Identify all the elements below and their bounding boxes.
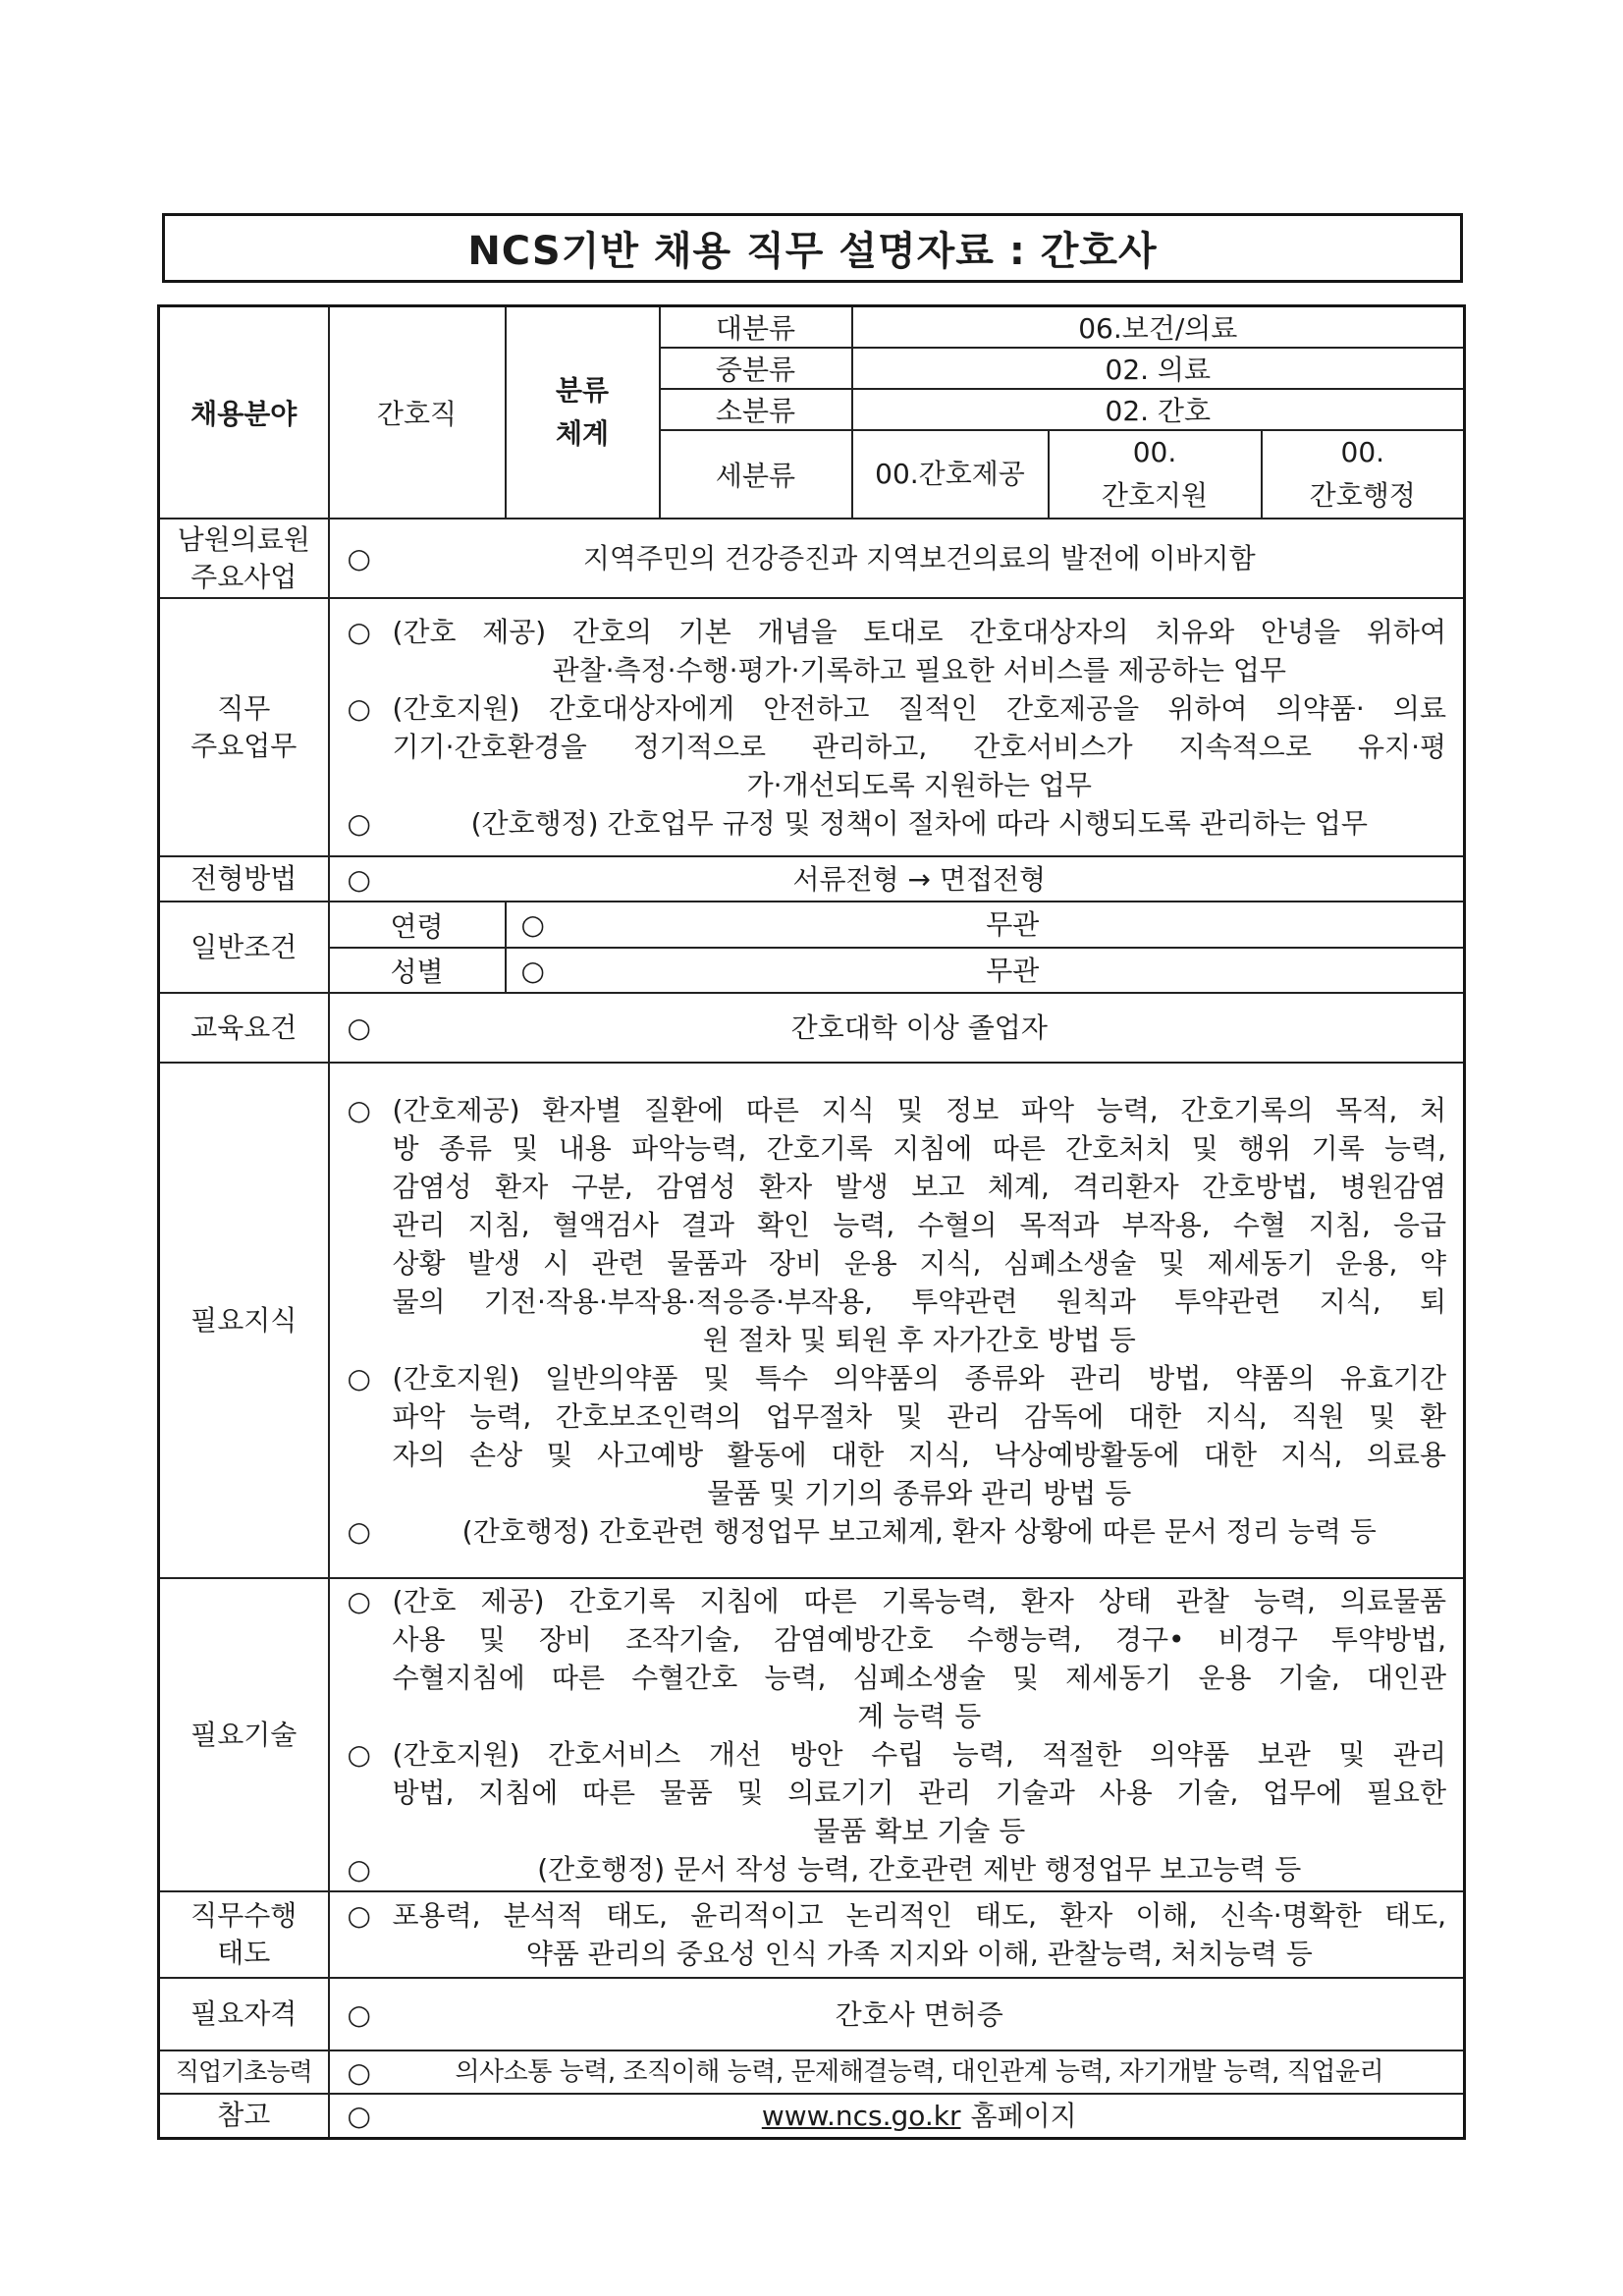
list-item xyxy=(330,689,1447,804)
text-line: 기기·간호환경을 정기적으로 관리하고, 간호서비스가 지속적으로 유지·평 xyxy=(392,730,1447,763)
business-row xyxy=(159,519,1465,598)
text-line: (간호행정) 문서 작성 능력, 간호관련 제반 행정업무 보고능력 등 xyxy=(537,1852,1302,1886)
item-list xyxy=(330,2097,1464,2135)
bullet-symbol: ○ xyxy=(520,954,545,987)
text-line: 물품 및 기기의 종류와 관리 방법 등 xyxy=(707,1476,1132,1509)
condition-value xyxy=(506,948,1465,993)
list-item xyxy=(330,1359,1447,1512)
label-line: 필요기술 xyxy=(190,1718,298,1751)
recruitment-field-label: 채용분야 xyxy=(159,306,329,519)
list-item xyxy=(330,1091,1447,1359)
bullet-symbol: ○ xyxy=(347,542,371,574)
knowledge-label xyxy=(159,1063,329,1578)
text-line: 계 능력 등 xyxy=(857,1699,982,1732)
education-row xyxy=(159,993,1465,1063)
bullet-symbol: ○ xyxy=(347,806,371,840)
reference-suffix: 홈페이지 xyxy=(970,2099,1077,2132)
label-line: 일반조건 xyxy=(190,930,298,963)
middle-category-value: 02. 의료 xyxy=(852,348,1465,389)
screening-content xyxy=(329,856,1465,902)
text-line: 무관 xyxy=(986,954,1040,987)
text-line: 물의 기전·작용·부작용·적응증·부작용, 투약관련 원칙과 투약관련 지식, 퇴 xyxy=(392,1285,1447,1318)
bullet-symbol: ○ xyxy=(347,2099,371,2132)
middle-category-label: 중분류 xyxy=(660,348,852,389)
bullet-symbol: ○ xyxy=(347,615,371,648)
text-line: 상황 발생 시 관련 물품과 장비 운용 지식, 심폐소생술 및 제세동기 운용, 약 xyxy=(392,1246,1447,1280)
condition-value xyxy=(506,902,1465,948)
list-item xyxy=(330,1009,1447,1047)
label-line: 참고 xyxy=(217,2099,271,2132)
list-item xyxy=(330,1896,1447,1973)
label-line: 직무 xyxy=(217,691,271,725)
detail-category-line: 00.간호제공 xyxy=(875,458,1025,490)
text-line: (간호행정) 간호관련 행정업무 보고체계, 환자 상황에 따른 문서 정리 능력 등 xyxy=(461,1514,1377,1548)
condition-label: 연령 xyxy=(329,902,506,948)
qualification-row xyxy=(159,1978,1465,2050)
list-item xyxy=(507,952,1464,990)
item-list xyxy=(330,2053,1464,2092)
text-line: 무관 xyxy=(986,908,1040,941)
detail-category-line: 00. xyxy=(1340,436,1385,468)
bullet-symbol: ○ xyxy=(520,908,545,941)
knowledge-row xyxy=(159,1063,1465,1578)
bullet-symbol: ○ xyxy=(347,1997,371,2031)
text-line xyxy=(393,2097,1447,2135)
detail-category-line: 00. xyxy=(1132,436,1177,468)
text-line: 사용 및 장비 조작기술, 감염예방간호 수행능력, 경구• 비경구 투약방법, xyxy=(392,1622,1447,1656)
list-item xyxy=(330,1995,1447,2034)
detail-category-nursing-care xyxy=(852,430,1049,519)
skills-label xyxy=(159,1578,329,1891)
education-label xyxy=(159,993,329,1063)
basic-competency-row xyxy=(159,2050,1465,2094)
bullet-symbol: ○ xyxy=(347,1737,371,1771)
qualification-label xyxy=(159,1978,329,2050)
text-line: 간호대학 이상 졸업자 xyxy=(790,1011,1048,1044)
list-item xyxy=(330,2097,1447,2135)
list-item xyxy=(330,1512,1447,1551)
list-item xyxy=(330,539,1447,577)
list-item xyxy=(330,804,1447,843)
list-item xyxy=(330,613,1447,689)
skills-row xyxy=(159,1578,1465,1891)
bullet-symbol: ○ xyxy=(347,1011,371,1044)
text-line: 가·개선되도록 지원하는 업무 xyxy=(746,768,1092,801)
condition-label: 성별 xyxy=(329,948,506,993)
text-line: 간호사 면허증 xyxy=(835,1997,1003,2031)
bullet-symbol: ○ xyxy=(347,1093,371,1126)
attitude-row xyxy=(159,1891,1465,1978)
reference-label xyxy=(159,2094,329,2138)
bullet-symbol: ○ xyxy=(347,1514,371,1548)
label-line: 태도 xyxy=(217,1937,271,1969)
major-category-value: 06.보건/의료 xyxy=(852,306,1465,349)
text-line: 방법, 지침에 따른 물품 및 의료기기 관리 기술과 사용 기술, 업무에 필요한 xyxy=(392,1776,1447,1809)
duties-content xyxy=(329,598,1465,856)
text-line: (간호제공) 환자별 질환에 따른 지식 및 정보 파악 능력, 간호기록의 목적, 처 xyxy=(392,1093,1447,1126)
detail-category-nursing-admin xyxy=(1262,430,1465,519)
item-list xyxy=(330,1896,1464,1973)
text-line: 자의 손상 및 사고예방 활동에 대한 지식, 낙상예방활동에 대한 지식, 의료용 xyxy=(392,1438,1447,1471)
text-line: 포용력, 분석적 태도, 윤리적이고 논리적인 태도, 환자 이해, 신속·명확한 태도, xyxy=(392,1899,1447,1932)
text-line: 원 절차 및 퇴원 후 자가간호 방법 등 xyxy=(702,1323,1136,1356)
label-line: 직업기초능력 xyxy=(175,2057,312,2086)
bullet-symbol: ○ xyxy=(347,1361,371,1394)
label-line: 전형방법 xyxy=(190,862,298,895)
detail-category-line: 간호행정 xyxy=(1309,479,1416,512)
label-line: 필요지식 xyxy=(190,1303,298,1337)
text-line: 물품 확보 기술 등 xyxy=(813,1814,1026,1847)
minor-category-value: 02. 간호 xyxy=(852,389,1465,430)
text-line: (간호지원) 간호대상자에게 안전하고 질적인 간호제공을 위하여 의약품· 의료 xyxy=(392,691,1447,725)
screening-label xyxy=(159,856,329,902)
text-line: (간호행정) 간호업무 규정 및 정책이 절차에 따라 시행되도록 관리하는 업무 xyxy=(470,806,1368,840)
attitude-label xyxy=(159,1891,329,1978)
item-list xyxy=(330,1582,1464,1888)
detail-category-label: 세분류 xyxy=(660,430,852,519)
reference-row xyxy=(159,2094,1465,2138)
list-item xyxy=(330,1582,1447,1735)
label-line: 직무수행 xyxy=(190,1899,298,1932)
skills-content xyxy=(329,1578,1465,1891)
list-item xyxy=(507,905,1464,944)
qualification-content xyxy=(329,1978,1465,2050)
item-list xyxy=(330,1091,1464,1551)
bullet-symbol: ○ xyxy=(347,691,371,725)
classification-system-label xyxy=(506,306,660,519)
attitude-content xyxy=(329,1891,1465,1978)
detail-category-nursing-support xyxy=(1049,430,1262,519)
label-line: 주요사업 xyxy=(190,560,298,593)
general-conditions-label xyxy=(159,902,329,993)
document-title xyxy=(162,213,1463,283)
bullet-symbol: ○ xyxy=(347,1852,371,1886)
business-label xyxy=(159,519,329,598)
classification-system-label-line: 분류 xyxy=(555,374,610,407)
job-description-table xyxy=(157,304,1466,2140)
text-line: 감염성 환자 구분, 감염성 환자 발생 보고 체계, 격리환자 간호방법, 병원감염 xyxy=(392,1170,1447,1203)
item-list xyxy=(330,539,1464,577)
list-item xyxy=(330,860,1447,899)
duties-label xyxy=(159,598,329,856)
text-line: (간호지원) 일반의약품 및 특수 의약품의 종류와 관리 방법, 약품의 유효기간 xyxy=(392,1361,1447,1394)
text-line: 지역주민의 건강증진과 지역보건의료의 발전에 이바지함 xyxy=(582,542,1256,574)
text-line: (간호 제공) 간호기록 지침에 따른 기록능력, 환자 상태 관찰 능력, 의료물품 xyxy=(392,1584,1447,1617)
text-line: 관리 지침, 혈액검사 결과 확인 능력, 수혈의 목적과 부작용, 수혈 지침, 응급 xyxy=(392,1208,1447,1241)
text-line: (간호 제공) 간호의 기본 개념을 토대로 간호대상자의 치유와 안녕을 위하여 xyxy=(392,615,1447,648)
education-content xyxy=(329,993,1465,1063)
document-title-text: NCS기반 채용 직무 설명자료 : 간호사 xyxy=(467,229,1158,274)
item-list xyxy=(330,1009,1464,1047)
list-item xyxy=(330,2053,1447,2092)
label-line: 필요자격 xyxy=(190,1997,298,2030)
label-line: 남원의료원 xyxy=(177,522,310,556)
reference-link: www.ncs.go.kr xyxy=(761,2099,961,2132)
screening-row xyxy=(159,856,1465,902)
major-category-label: 대분류 xyxy=(660,306,852,349)
label-line: 주요업무 xyxy=(190,729,298,762)
duties-row xyxy=(159,598,1465,856)
item-list xyxy=(330,860,1464,899)
basic-competency-content xyxy=(329,2050,1465,2094)
bullet-symbol: ○ xyxy=(347,1584,371,1617)
text-line: (간호지원) 간호서비스 개선 방안 수립 능력, 적절한 의약품 보관 및 관리 xyxy=(392,1737,1447,1771)
business-content xyxy=(329,519,1465,598)
general-conditions-row xyxy=(159,948,1465,993)
minor-category-label: 소분류 xyxy=(660,389,852,430)
text-line: 약품 관리의 중요성 인식 가족 지지와 이해, 관찰능력, 처치능력 등 xyxy=(525,1938,1313,1970)
list-item xyxy=(330,1850,1447,1888)
bullet-symbol: ○ xyxy=(347,862,371,896)
knowledge-content xyxy=(329,1063,1465,1578)
bullet-symbol: ○ xyxy=(347,2055,371,2089)
detail-category-line: 간호지원 xyxy=(1101,479,1209,512)
recruitment-field-value: 간호직 xyxy=(329,306,506,519)
text-line: 서류전형 → 면접전형 xyxy=(792,862,1047,896)
list-item xyxy=(330,1735,1447,1850)
general-conditions-row xyxy=(159,902,1465,948)
text-line: 파악 능력, 간호보조인력의 업무절차 및 관리 감독에 대한 지식, 직원 및 환 xyxy=(392,1399,1447,1433)
text-line: 관찰·측정·수행·평가·기록하고 필요한 서비스를 제공하는 업무 xyxy=(552,653,1286,686)
label-line: 교육요건 xyxy=(190,1011,298,1044)
basic-competency-label xyxy=(159,2050,329,2094)
text-line: 의사소통 능력, 조직이해 능력, 문제해결능력, 대인관계 능력, 자기개발 능력, 직업윤리 xyxy=(455,2056,1384,2087)
text-line: 방 종류 및 내용 파악능력, 간호기록 지침에 따른 간호처치 및 행위 기록 능력, xyxy=(392,1131,1447,1165)
bullet-symbol: ○ xyxy=(347,1899,371,1932)
item-list xyxy=(330,613,1464,843)
classification-system-label-line: 체계 xyxy=(555,417,610,450)
reference-content xyxy=(329,2094,1465,2138)
text-line: 수혈지침에 따른 수혈간호 능력, 심폐소생술 및 제세동기 운용 기술, 대인관 xyxy=(392,1661,1447,1694)
classification-major-row xyxy=(159,306,1465,349)
item-list xyxy=(330,1995,1464,2034)
